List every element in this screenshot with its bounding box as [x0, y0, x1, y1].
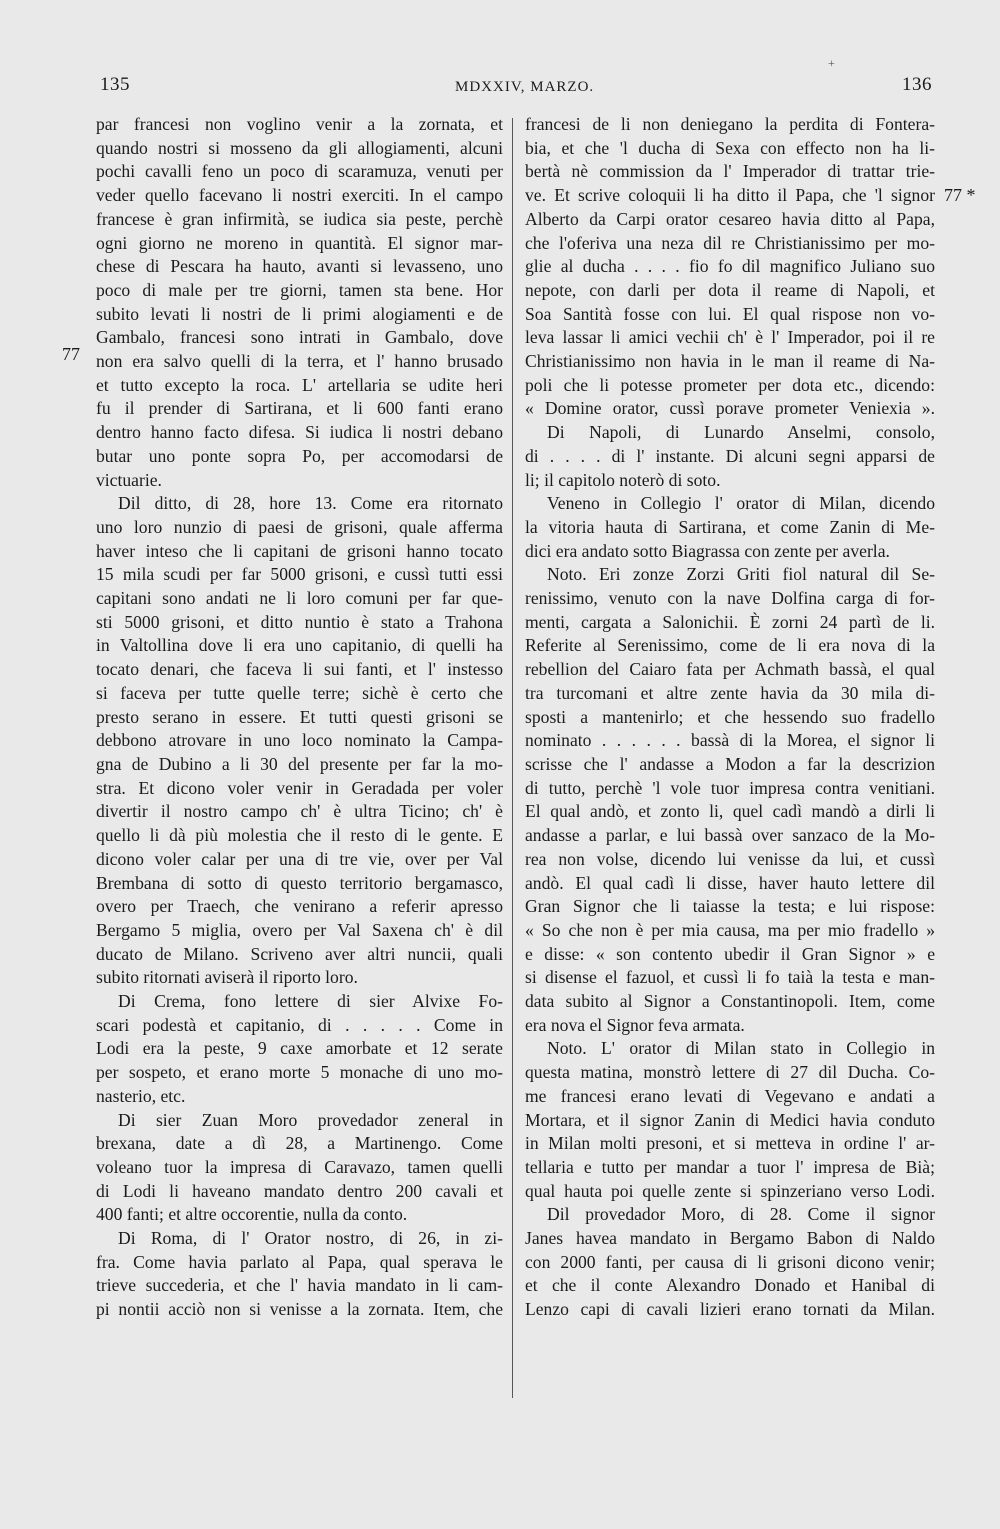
text-line: 15 mila scudi per far 5000 grisoni, e cussì tutti essi [96, 564, 503, 585]
text-line: Dil provedador Moro, di 28. Come il signor [547, 1204, 935, 1225]
text-line: Alberto da Carpi orator cesareo havia ditto al Papa, [525, 208, 935, 229]
text-line: glie al ducha . . . . fio fo dil magnifico Juliano suo [525, 256, 935, 277]
text-line: nominato . . . . . . bassà di la Morea, el signor li [525, 730, 935, 751]
text-line: Noto. L' orator di Milan stato in Collegio in [547, 1038, 935, 1059]
text-line: di Lodi li haveano mandato dentro 200 cavali et [96, 1180, 503, 1201]
text-line: subito ritornati aviserà il riporto loro. [96, 967, 358, 988]
text-line: tocato denari, che faceva li sui fanti, et l' instesso [96, 659, 503, 680]
right-margin-note: 77 * [944, 185, 976, 205]
text-line: ducato de Milano. Scriveno aver altri nuncii, quali [96, 943, 503, 964]
text-line: francesi de li non deniegano la perdita di Fontera- [525, 114, 935, 134]
left-page-number: 135 [100, 74, 130, 95]
text-line: questa matina, monstrò lettere di 27 dil Ducha. Co- [525, 1062, 935, 1083]
text-line: dicono voler calar per una di tre vie, over per Val [96, 848, 503, 869]
text-line: bia, et che 'l ducha di Sexa con effecto non ha li- [525, 137, 935, 158]
text-line: li; il capitolo noterò di soto. [525, 469, 721, 490]
text-line: si disense el fazuol, et cussì li fo taià la testa e man- [525, 967, 935, 988]
text-line: bertà nè commission da l' Imperador di trattar trie- [525, 161, 935, 182]
text-line: Referite al Serenissimo, come de li era nova di la [525, 635, 935, 656]
text-line: tra turcomani et altre zente havia da 30 mila di- [525, 682, 935, 703]
text-line: di tutto, perchè 'l vole tuor impresa contra venitiani. [525, 777, 935, 798]
text-line: per sospeto, et erano morte 5 monache di uno mo- [96, 1062, 503, 1083]
text-line: Dil ditto, di 28, hore 13. Come era ritornato [118, 493, 503, 514]
right-page-number: 136 [902, 74, 932, 95]
text-line: Bergamo 5 miglia, overo per Val Saxena ch' è dil [96, 919, 503, 940]
text-line: quando nostri si mosseno da gli allogiamenti, alcuni [96, 137, 503, 158]
text-line: rebellion del Caiaro fata per Achmath bassà, el qual [525, 659, 935, 680]
text-line: Janes havea mandato in Bergamo Babon di Naldo [525, 1228, 935, 1249]
text-line: overo per Traech, che venirano a referir apresso [96, 896, 503, 917]
text-line: brexana, date a dì 28, a Martinengo. Come [96, 1133, 503, 1154]
text-line: butar uno ponte sopra Po, per accomodarsi de [96, 445, 503, 466]
text-line: Di Crema, fono lettere di sier Alvixe Fo- [118, 991, 503, 1012]
text-line: con 2000 fanti, per causa di li grisoni dicono venir; [525, 1251, 935, 1272]
text-line: Christianissimo non havia in le man il reame di Na- [525, 351, 935, 372]
text-line: Mortara, et il signor Zanin di Medici havia conduto [525, 1109, 935, 1130]
text-line: Brembana di sotto di questo territorio bergamasco, [96, 872, 503, 893]
text-line: qual hauta poi quelle zente si spinzeriano verso Lodi. [525, 1180, 935, 1201]
text-line: haver inteso che li capitani de grisoni hanno tocato [96, 540, 503, 561]
text-line: victuarie. [96, 469, 162, 490]
text-line: Gran Signor che li taiasse la testa; e lui rispose: [525, 896, 935, 917]
text-line: in Valtollina dove li era uno capitanio, di quelli ha [96, 635, 503, 656]
text-line: Di sier Zuan Moro provedador zeneral in [118, 1109, 503, 1130]
text-line: dici era andato sotto Biagrassa con zente per averla. [525, 540, 890, 561]
text-line: fra. Come havia parlato al Papa, qual sperava le [96, 1251, 503, 1272]
text-line: fu il prender di Sartirana, et li 600 fanti erano [96, 398, 503, 419]
text-line: voleano tuor la impresa di Caravazo, tamen quelli [96, 1156, 503, 1177]
text-line: « Domine orator, cussì porave prometer Veniexia ». [525, 398, 935, 419]
text-line: nasterio, etc. [96, 1085, 186, 1106]
text-line: uno loro nunzio di paesi de grisoni, quale afferma [96, 516, 503, 537]
text-line: in Milan molti presoni, et si metteva in ordine l' ar- [525, 1133, 935, 1154]
text-line: et che il conte Alexandro Donado et Hanibal di [525, 1275, 935, 1296]
text-line: par francesi non voglino venir a la zornata, et [96, 114, 503, 134]
text-line: era nova el Signor feva armata. [525, 1014, 745, 1035]
text-line: menti, cargata a Salonichii. È zorni 24 partì de li. [525, 611, 935, 632]
text-line: la vitoria hauta di Sartirana, et come Zanin di Me- [525, 516, 935, 537]
running-title: MDXXIV, MARZO. [455, 79, 595, 95]
text-line: tellaria e tutto per mandar a tuor l' impresa de Bià; [525, 1156, 935, 1177]
column-divider [512, 118, 513, 1398]
left-margin-note: 77 [62, 344, 80, 364]
text-line: chese di Pescara ha hauto, avanti si levasseno, uno [96, 256, 503, 277]
text-line: scrisse che l' andasse a Modon a far la descrizion [525, 753, 935, 774]
text-line: nepote, con darli per dota il reame di Napoli, et [525, 279, 935, 300]
text-line: francese è gran infirmità, se iudica sia peste, perchè [96, 208, 503, 229]
left-column [96, 113, 503, 1322]
text-line: di . . . . di l' instante. Di alcuni segni apparsi de [525, 445, 935, 466]
text-line: pochi cavalli feno un poco di scaramuza, venuti per [96, 161, 503, 182]
text-line: sti 5000 grisoni, et ditto nuntio è stato a Trahona [96, 611, 503, 632]
text-line: Lodi era la peste, 9 caxe amorbate et 12 serate [96, 1038, 503, 1059]
text-line: Gambalo, francesi sono intrati in Gambalo, dove [96, 327, 503, 348]
text-line: sposti a mantenirlo; et che hessendo suo fradello [525, 706, 935, 727]
text-line: trieve succederia, et che l' havia mandato in li cam- [96, 1275, 503, 1296]
text-line: capitani sono andati ne li loro comuni per far que- [96, 588, 503, 609]
text-line: pi nontii acciò non si venisse a la zornata. Item, che [96, 1299, 503, 1320]
text-line: subito levati li nostri de li primi alogiamenti e de [96, 303, 503, 324]
text-line: gna de Dubino a li 30 del presente per far la mo- [96, 753, 503, 774]
text-line: El qual andò, et zonto li, quel cadì mandò a dirli li [525, 801, 935, 822]
text-line: leva lassar li amici vechii ch' è l' Imperador, poi il re [525, 327, 935, 348]
text-line: andò. El qual cadì li disse, haver hauto lettere dil [525, 872, 935, 893]
text-line: non era salvo quelli di la terra, et l' hanno brusado [96, 351, 503, 372]
text-line: scari podestà et capitanio, di . . . . . Come in [96, 1014, 503, 1035]
text-line: si faceva per tutte quelle terre; sichè è certo che [96, 682, 503, 703]
text-line: andasse a parlar, e lui bassà over sanzaco de la Mo- [525, 825, 935, 846]
text-line: renissimo, venuto con la nave Dolfina carga di for- [525, 588, 935, 609]
text-line: « So che non è per mia causa, ma per mio fradello » [525, 919, 935, 940]
text-line: Noto. Eri zonze Zorzi Griti fiol natural dil Se- [547, 564, 935, 585]
text-line: dentro hanno facto difesa. Si iudica li nostri debano [96, 422, 503, 443]
text-line: rea non volse, dicendo lui venisse da lui, et cussì [525, 848, 935, 869]
stray-mark: + [828, 56, 835, 70]
text-line: ve. Et scrive coloquii li ha ditto il Papa, che 'l signor [525, 185, 935, 206]
text-line: Di Roma, di l' Orator nostro, di 26, in zi- [118, 1228, 503, 1249]
text-line: debbono atrovare in uno loco nominato la Campa- [96, 730, 503, 751]
text-line: Lenzo capi di cavali lizieri erano tornati da Milan. [525, 1299, 935, 1320]
text-line: e disse: « son contento ubedir il Gran Signor » e [525, 943, 935, 964]
text-line: che l'oferiva una neza dil re Christianissimo per mo- [525, 232, 935, 253]
text-line: 400 fanti; et altre occorentie, nulla da conto. [96, 1204, 408, 1225]
text-line: data subito al Signor a Constantinopoli. Item, come [525, 991, 935, 1012]
text-line: stra. Et dicono voler venir in Geradada per voler [96, 777, 503, 798]
text-line: poco di male per tre giorni, tamen sta bene. Hor [96, 279, 503, 300]
text-line: quello li dà più molestia che il resto di le gente. E [96, 825, 503, 846]
text-line: Di Napoli, di Lunardo Anselmi, consolo, [547, 422, 935, 443]
text-line: et tutto excepto la roca. L' artellaria se udite heri [96, 374, 503, 395]
text-line: divertir il nostro campo ch' è ultra Ticino; ch' è [96, 801, 503, 822]
right-column [525, 113, 935, 1322]
text-line: Veneno in Collegio l' orator di Milan, dicendo [547, 493, 935, 514]
text-line: Soa Santità fosse con lui. El qual rispose non vo- [525, 303, 935, 324]
text-line: presto serano in essere. Et tutti questi grisoni se [96, 706, 503, 727]
text-line: ogni giorno ne moreno in quantità. El signor mar- [96, 232, 503, 253]
text-line: poli che li potesse prometer per dota etc., dicendo: [525, 374, 935, 395]
text-line: me francesi erano levati di Vegevano e andati a [525, 1085, 935, 1106]
text-line: veder quello facevano li nostri exerciti. In el campo [96, 185, 503, 206]
